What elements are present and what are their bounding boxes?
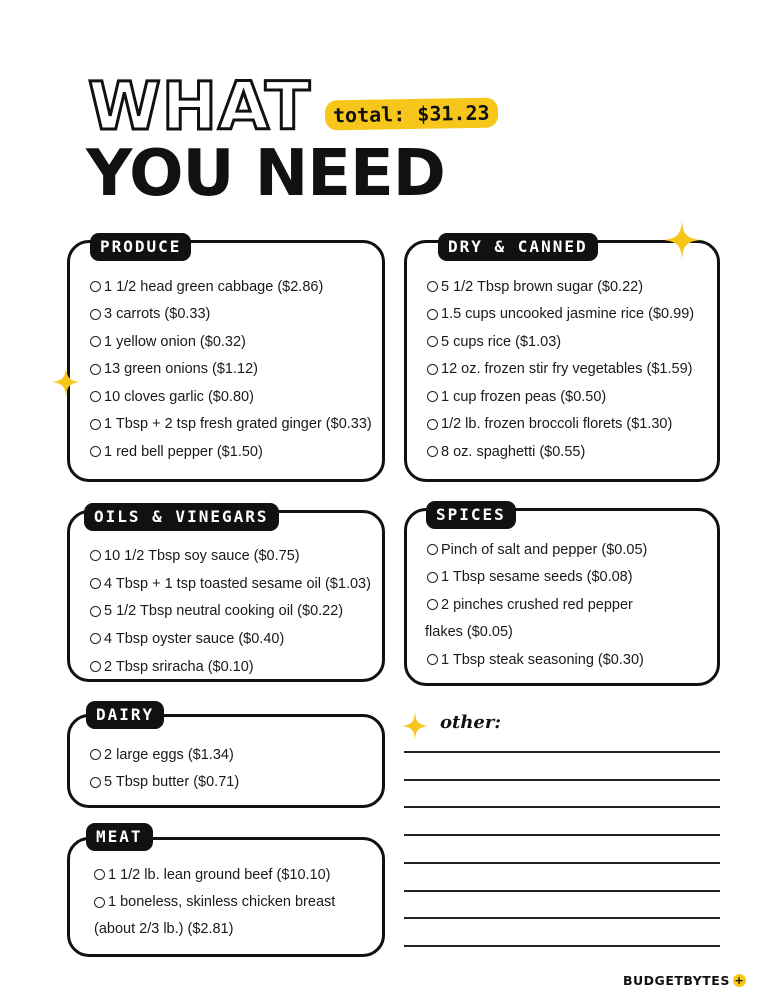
list-item[interactable]: 10 1/2 Tbsp soy sauce ($0.75) xyxy=(90,542,371,570)
list-item[interactable]: 1 Tbsp + 2 tsp fresh grated ginger ($0.33) xyxy=(90,411,372,439)
list-item[interactable]: 1/2 lb. frozen broccoli florets ($1.30) xyxy=(427,411,694,439)
checkbox-circle-icon[interactable] xyxy=(427,336,438,347)
other-label: other: xyxy=(440,712,501,733)
list-item[interactable]: 2 pinches crushed red pepper xyxy=(427,591,647,619)
list-item[interactable]: 10 cloves garlic ($0.80) xyxy=(90,383,372,411)
sparkle-icon xyxy=(664,220,700,260)
meat-list xyxy=(94,861,335,944)
dry-canned-section-title: DRY & CANNED xyxy=(438,233,598,261)
list-item[interactable]: 1 boneless, skinless chicken breast xyxy=(94,889,335,917)
checkbox-circle-icon[interactable] xyxy=(90,777,101,788)
checkbox-circle-icon[interactable] xyxy=(427,599,438,610)
writing-line[interactable] xyxy=(404,806,720,808)
checkbox-circle-icon[interactable] xyxy=(90,419,101,430)
spices-list xyxy=(427,536,647,674)
dairy-section-title: DAIRY xyxy=(86,701,164,729)
checkbox-circle-icon[interactable] xyxy=(427,391,438,402)
list-item[interactable]: 5 cups rice ($1.03) xyxy=(427,328,694,356)
dry-canned-list xyxy=(427,273,694,466)
list-item[interactable]: 13 green onions ($1.12) xyxy=(90,356,372,384)
list-item[interactable]: 1 red bell pepper ($1.50) xyxy=(90,438,372,466)
brand-logo xyxy=(623,973,746,988)
meat-section-title: MEAT xyxy=(86,823,153,851)
list-item[interactable]: 8 oz. spaghetti ($0.55) xyxy=(427,438,694,466)
checkbox-circle-icon[interactable] xyxy=(427,309,438,320)
oils-vinegars-section-title: OILS & VINEGARS xyxy=(84,503,279,531)
writing-line[interactable] xyxy=(404,917,720,919)
list-item[interactable]: 1 yellow onion ($0.32) xyxy=(90,328,372,356)
page-title-line2: YOU NEED xyxy=(86,137,445,211)
checkbox-circle-icon[interactable] xyxy=(427,544,438,555)
checkbox-circle-icon[interactable] xyxy=(94,869,105,880)
sparkle-icon xyxy=(402,711,428,741)
list-item[interactable]: 3 carrots ($0.33) xyxy=(90,301,372,329)
writing-line[interactable] xyxy=(404,945,720,947)
checkbox-circle-icon[interactable] xyxy=(90,749,101,760)
list-item[interactable]: 1 1/2 head green cabbage ($2.86) xyxy=(90,273,372,301)
spices-section-title: SPICES xyxy=(426,501,516,529)
list-item[interactable]: 1.5 cups uncooked jasmine rice ($0.99) xyxy=(427,301,694,329)
list-item[interactable]: 2 Tbsp sriracha ($0.10) xyxy=(90,653,371,681)
page-title-line1: WHAT xyxy=(88,68,312,145)
checkbox-circle-icon[interactable] xyxy=(427,572,438,583)
checkbox-circle-icon[interactable] xyxy=(90,281,101,292)
writing-line[interactable] xyxy=(404,890,720,892)
list-item-continuation: (about 2/3 lb.) ($2.81) xyxy=(94,921,234,937)
produce-section-title: PRODUCE xyxy=(90,233,191,261)
checkbox-circle-icon[interactable] xyxy=(427,654,438,665)
checkbox-circle-icon[interactable] xyxy=(90,550,101,561)
checkbox-circle-icon[interactable] xyxy=(90,391,101,402)
checkbox-circle-icon[interactable] xyxy=(94,897,105,908)
checkbox-circle-icon[interactable] xyxy=(90,364,101,375)
list-item-continuation: flakes ($0.05) xyxy=(425,623,513,640)
writing-line[interactable] xyxy=(404,834,720,836)
list-item[interactable]: 5 Tbsp butter ($0.71) xyxy=(90,769,239,797)
writing-line[interactable] xyxy=(404,751,720,753)
dairy-list xyxy=(90,741,239,796)
list-item[interactable]: 5 1/2 Tbsp brown sugar ($0.22) xyxy=(427,273,694,301)
oils-vinegars-list xyxy=(90,542,371,680)
checkbox-circle-icon[interactable] xyxy=(90,578,101,589)
plus-icon: + xyxy=(734,974,745,987)
total-badge: total: $31.23 xyxy=(325,97,498,130)
checkbox-circle-icon[interactable] xyxy=(427,419,438,430)
list-item[interactable]: 1 Tbsp steak seasoning ($0.30) xyxy=(427,646,647,674)
list-item[interactable]: Pinch of salt and pepper ($0.05) xyxy=(427,536,647,564)
list-item[interactable]: 4 Tbsp + 1 tsp toasted sesame oil ($1.03) xyxy=(90,570,371,598)
checkbox-circle-icon[interactable] xyxy=(90,309,101,320)
list-item[interactable]: 2 large eggs ($1.34) xyxy=(90,741,239,769)
checkbox-circle-icon[interactable] xyxy=(90,606,101,617)
checkbox-circle-icon[interactable] xyxy=(90,336,101,347)
brand-name: BUDGETBYTES xyxy=(623,973,730,988)
list-item[interactable]: 5 1/2 Tbsp neutral cooking oil ($0.22) xyxy=(90,597,371,625)
sparkle-icon xyxy=(52,366,80,398)
checkbox-circle-icon[interactable] xyxy=(90,661,101,672)
produce-list xyxy=(90,273,372,466)
checkbox-circle-icon[interactable] xyxy=(427,446,438,457)
checkbox-circle-icon[interactable] xyxy=(90,446,101,457)
writing-line[interactable] xyxy=(404,862,720,864)
checkbox-circle-icon[interactable] xyxy=(427,281,438,292)
list-item[interactable]: 1 cup frozen peas ($0.50) xyxy=(427,383,694,411)
checkbox-circle-icon[interactable] xyxy=(427,364,438,375)
list-item[interactable]: 12 oz. frozen stir fry vegetables ($1.59) xyxy=(427,356,694,384)
list-item[interactable]: 1 Tbsp sesame seeds ($0.08) xyxy=(427,564,647,592)
list-item[interactable]: 1 1/2 lb. lean ground beef ($10.10) xyxy=(94,861,335,889)
checkbox-circle-icon[interactable] xyxy=(90,633,101,644)
list-item[interactable]: 4 Tbsp oyster sauce ($0.40) xyxy=(90,625,371,653)
writing-line[interactable] xyxy=(404,779,720,781)
